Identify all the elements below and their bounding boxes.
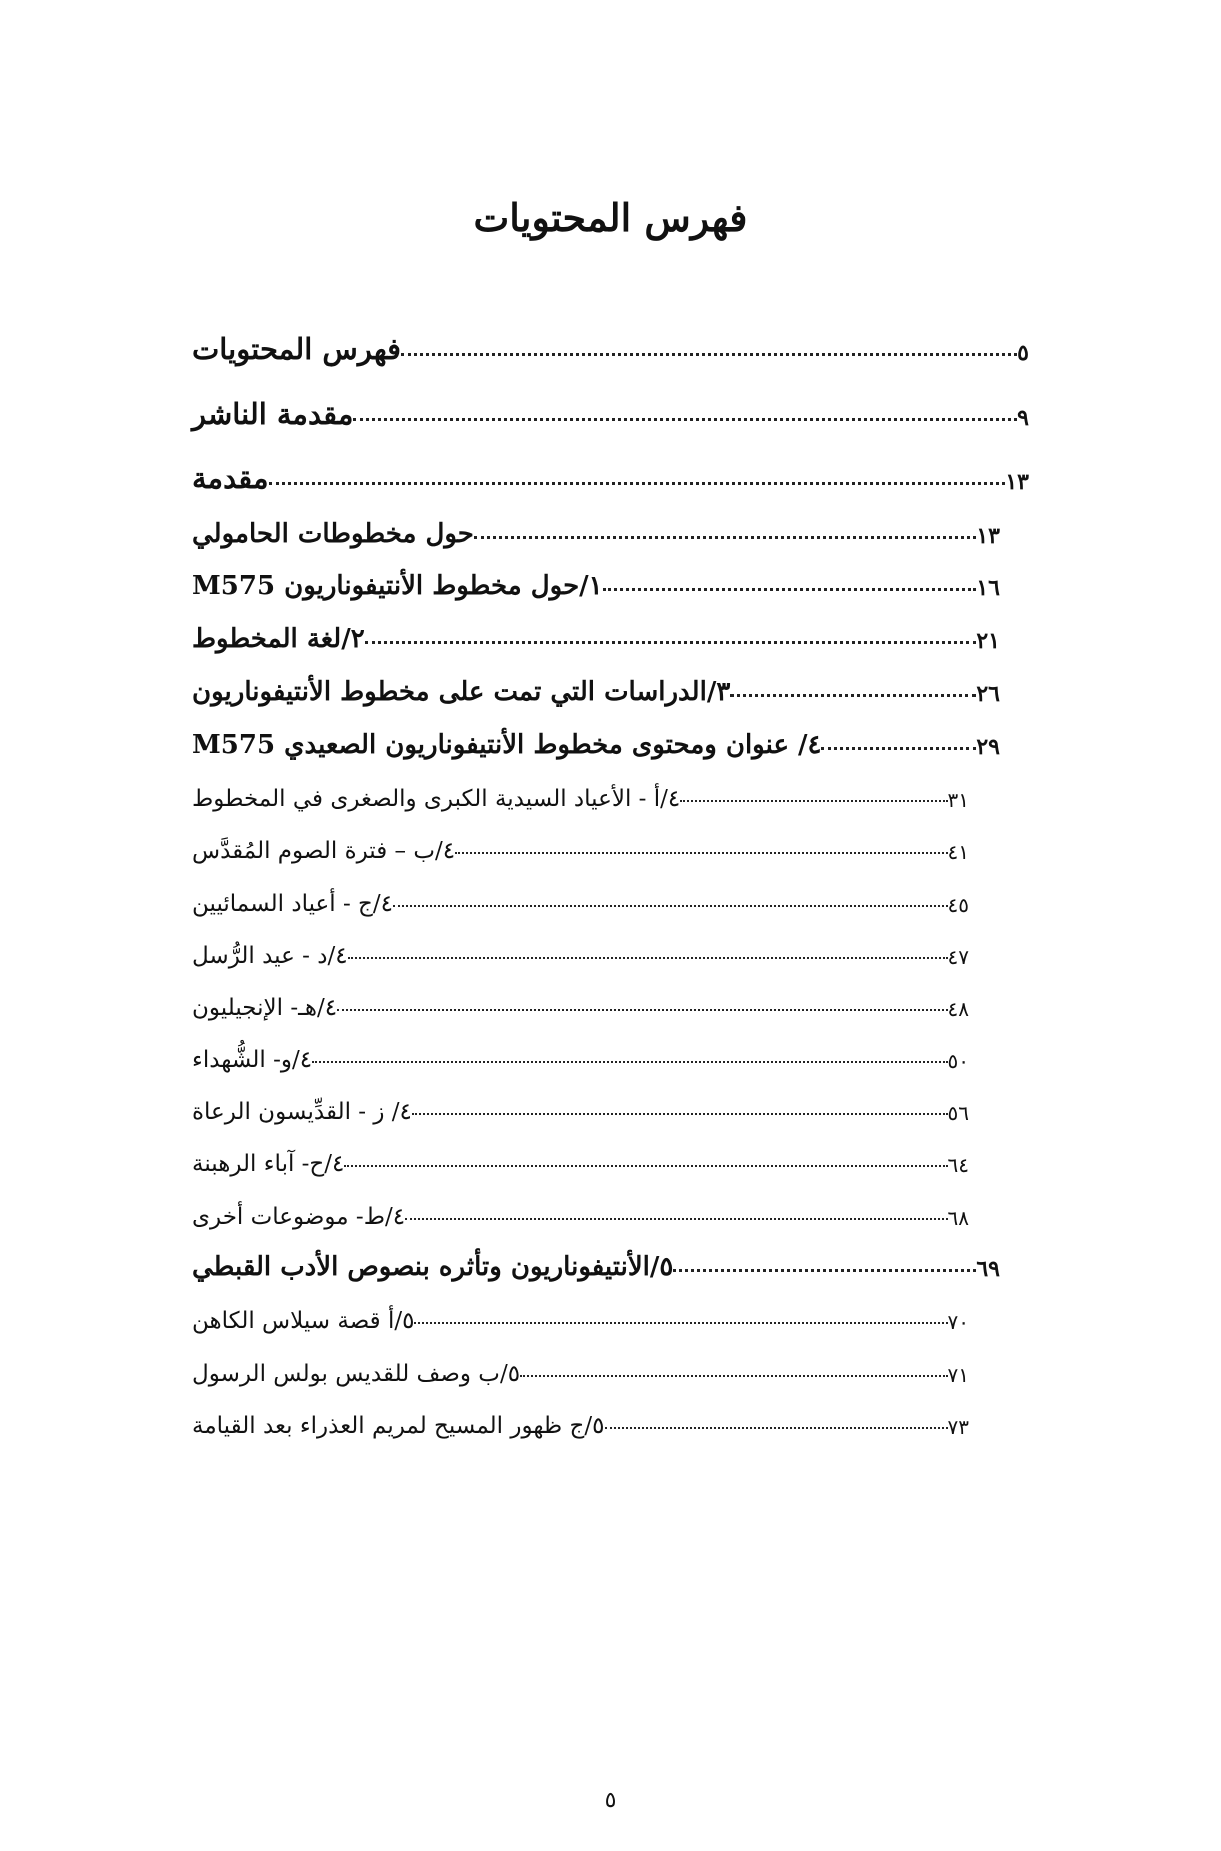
dot-leader [269,482,1006,485]
dot-leader [474,536,976,539]
toc-entry-title: ٤/ عنوان ومحتوى مخطوط الأنتيفوناريون الصعيدي M575 [192,730,822,760]
dot-leader [412,1113,948,1115]
toc-entry-title: ٤/و- الشُّهداء [192,1047,313,1073]
toc-entry-title: مقدمة الناشر [192,397,354,431]
dot-leader [348,957,948,959]
toc-entry-page-number: ٩ [1017,405,1029,431]
toc-entry-title: مقدمة [192,461,269,495]
toc-entry-page-number: ٦٩ [976,1256,1000,1282]
toc-entry-page-number: ١٣ [1005,469,1029,495]
toc-entry [190,1186,975,1230]
toc-entry-page-number: ٦٨ [947,1206,969,1230]
toc-entry [190,925,975,969]
dot-leader [353,418,1017,421]
toc-entry-title: ٤/ج - أعياد السمائيين [192,891,393,917]
toc-entry-title: ٥/ب وصف للقديس بولس الرسول [192,1361,521,1387]
toc-entry-title: ٥/الأنتيفوناريون وتأثره بنصوص الأدب القبطي [192,1252,674,1282]
dot-leader [520,1375,947,1377]
page-number: ٥ [604,1788,617,1813]
toc-entry-title: ٥/أ قصة سيلاس الكاهن [192,1308,415,1334]
toc-entry-title: ٤/د - عيد الرُّسل [192,943,348,969]
toc-entry [190,873,975,917]
toc-entry [190,322,1035,366]
toc-entry-page-number: ٦٤ [947,1153,969,1177]
toc-entry [190,610,1006,654]
toc-entry-title: ٤/ط- موضوعات أخرى [192,1204,406,1230]
toc-entry-page-number: ٥٠ [947,1049,969,1073]
toc-entry-title: ٤/هـ- الإنجيليون [192,995,338,1021]
toc-entry-page-number: ٢١ [976,628,1000,654]
dot-leader [821,747,976,750]
dot-leader [312,1061,947,1063]
toc-entry-page-number: ٣١ [947,788,969,812]
toc-entry [190,977,975,1021]
toc-entry-title: ٢/لغة المخطوط [192,624,365,654]
toc-entry [190,387,1035,431]
toc-entry-title: ٤/أ - الأعياد السيدية الكبرى والصغرى في المخطوط [192,786,681,812]
toc-entry-page-number: ٧١ [947,1363,969,1387]
dot-leader [414,1322,947,1324]
toc-entry-page-number: ٤٨ [947,997,969,1021]
toc-entry [190,663,1006,707]
page-title: فهرس المحتويات [473,195,748,240]
toc-entry-title: فهرس المحتويات [192,332,402,366]
toc-entry-title: ١/حول مخطوط الأنتيفوناريون M575 [192,571,603,601]
toc-entry-title: ٣/الدراسات التي تمت على مخطوط الأنتيفوناريون [192,677,731,707]
toc-entry [190,1290,975,1334]
toc-entry-page-number: ٤٧ [947,945,969,969]
dot-leader [365,641,977,644]
dot-leader [455,852,947,854]
toc-entry-title: ٤/ح- آباء الرهبنة [192,1151,345,1177]
toc-entry [190,1238,1006,1282]
dot-leader [344,1165,947,1167]
toc-entry [190,1395,975,1439]
toc-entry-page-number: ٤١ [947,840,969,864]
toc-entry-page-number: ٥٦ [947,1101,969,1125]
dot-leader [605,1427,948,1429]
dot-leader [393,905,948,907]
toc-entry [190,820,975,864]
toc-entry [190,768,975,812]
toc-entry [190,716,1006,760]
toc-entry-page-number: ٢٩ [976,734,1000,760]
toc-entry [190,1133,975,1177]
toc-entry-page-number: ٥ [1017,340,1029,366]
toc-entry [190,1343,975,1387]
toc-entry [190,451,1035,495]
toc-entry-page-number: ١٦ [976,575,1000,601]
toc-entry-title: حول مخطوطات الحامولي [192,519,474,549]
dot-leader [603,588,977,591]
toc-entry-page-number: ٧٣ [947,1415,969,1439]
toc-entry [190,557,1006,601]
toc-entry [190,1081,975,1125]
dot-leader [680,800,947,802]
dot-leader [673,1269,976,1272]
toc-entry-title: ٤/ ز - القدِّيسون الرعاة [192,1099,412,1125]
dot-leader [337,1009,947,1011]
toc-entry-page-number: ٤٥ [947,893,969,917]
toc-entry-page-number: ٢٦ [976,681,1000,707]
dot-leader [730,694,976,697]
toc-entry-title: ٥/ج ظهور المسيح لمريم العذراء بعد القيامة [192,1413,605,1439]
toc-entry-title: ٤/ب – فترة الصوم المُقدَّس [192,838,456,864]
dot-leader [405,1218,947,1220]
toc-entry-page-number: ١٣ [976,523,1000,549]
dot-leader [401,353,1017,356]
toc-entry [190,505,1006,549]
toc-entry [190,1029,975,1073]
toc-entry-page-number: ٧٠ [947,1310,969,1334]
